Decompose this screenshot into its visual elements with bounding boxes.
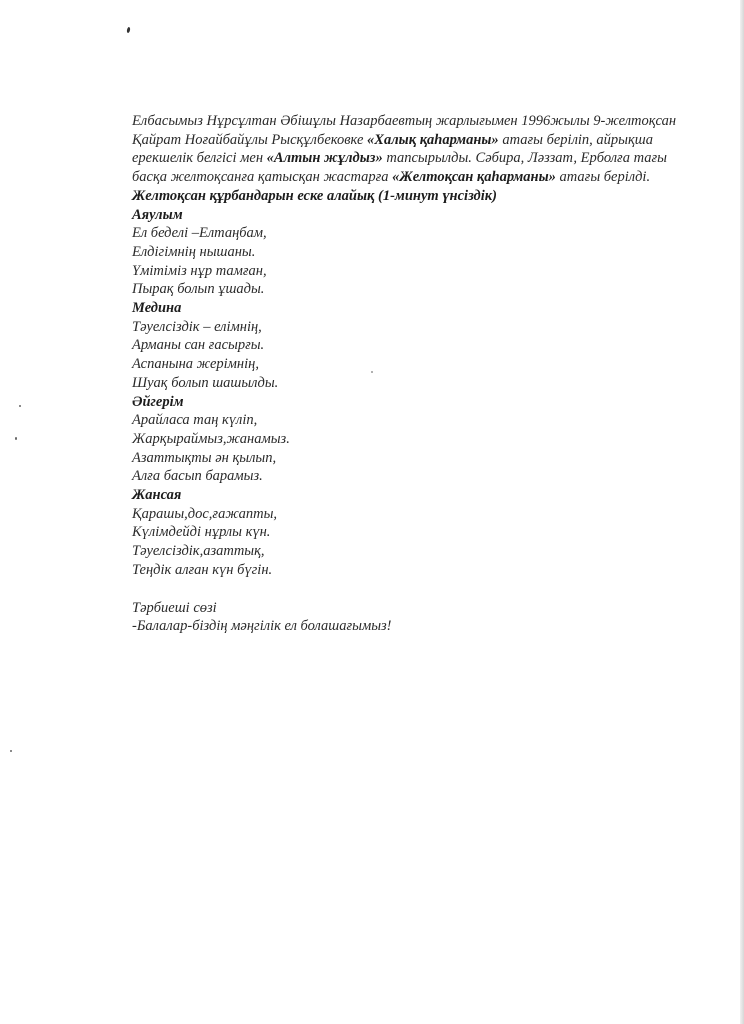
stanza-zhansaya <box>132 486 692 580</box>
poem-line: Азаттықты ән қылып, <box>132 449 277 466</box>
poem-line: Аспанына жерімнің, <box>132 356 259 373</box>
spacer <box>132 580 692 599</box>
poem-line: Жарқыраймыз,жанамыз. <box>132 430 290 447</box>
poem-line: Арманы сан ғасырғы. <box>132 337 265 354</box>
memorial-heading: Желтоқсан құрбандарын еске алайық (1-минут үнсіздік) <box>132 187 497 204</box>
poem-line: Шуақ болып шашылды. <box>132 374 279 391</box>
intro-text-2: атағы беріліп, айрықша ерекшелік белгісі мен <box>132 131 653 167</box>
poem-line: Күлімдейді нұрлы күн. <box>132 524 271 541</box>
stanza-medina <box>132 299 692 393</box>
intro-bold-1: «Халық қаһарманы» <box>367 131 499 148</box>
closing-block <box>132 599 692 636</box>
intro-text-1: Елбасымыз Нұрсұлтан Әбішұлы Назарбаевтың жарлығымен 1996жылы 9-желтоқсан Қайрат Ноғайбайұлы Рысқұлбековке <box>132 113 677 148</box>
scan-speck <box>10 750 12 752</box>
poem-line: Үмітіміз нұр тамған, <box>132 262 267 279</box>
speaker-name: Аяулым <box>132 206 183 223</box>
speaker-name: Әйгерім <box>132 393 184 410</box>
stanza-ayaulym <box>132 206 692 300</box>
closing-quote: -Балалар-біздің мәңгілік ел болашағымыз! <box>132 618 392 635</box>
closing-label: Тәрбиеші сөзі <box>132 599 217 616</box>
poem-line: Алға басып барамыз. <box>132 468 263 485</box>
intro-paragraph <box>132 112 677 187</box>
speaker-name: Медина <box>132 300 182 317</box>
stanza-aigerim <box>132 393 692 487</box>
poem-line: Арайласа таң күліп, <box>132 412 258 429</box>
intro-bold-3: «Желтоқсан қаһарманы» <box>392 169 556 186</box>
intro-text-3: тапсырылды. Сәбира, Ләззат, Ерболға тағы басқа желтоқсанға қатысқан жастарға <box>132 150 667 186</box>
scan-speck <box>126 27 130 33</box>
scan-speck <box>15 437 17 440</box>
poem-line: Теңдік алған күн бүгін. <box>132 561 273 578</box>
scan-speck <box>19 405 21 407</box>
poem-line: Тәуелсіздік – елімнің, <box>132 318 262 335</box>
poem-line: Пырақ болып ұшады. <box>132 281 265 298</box>
poem-line: Елдігімнің нышаны. <box>132 243 256 260</box>
speaker-name: Жансая <box>132 487 182 504</box>
poem-line: Тәуелсіздік,азаттық, <box>132 543 265 560</box>
document-body <box>132 112 692 636</box>
poem-line: Қарашы,дос,ғажапты, <box>132 505 278 522</box>
intro-text-4: атағы берілді. <box>555 169 651 186</box>
scan-edge <box>740 0 744 1024</box>
intro-bold-2: «Алтын жұлдыз» <box>266 150 383 167</box>
poem-line: Ел беделі –Елтаңбам, <box>132 225 267 242</box>
